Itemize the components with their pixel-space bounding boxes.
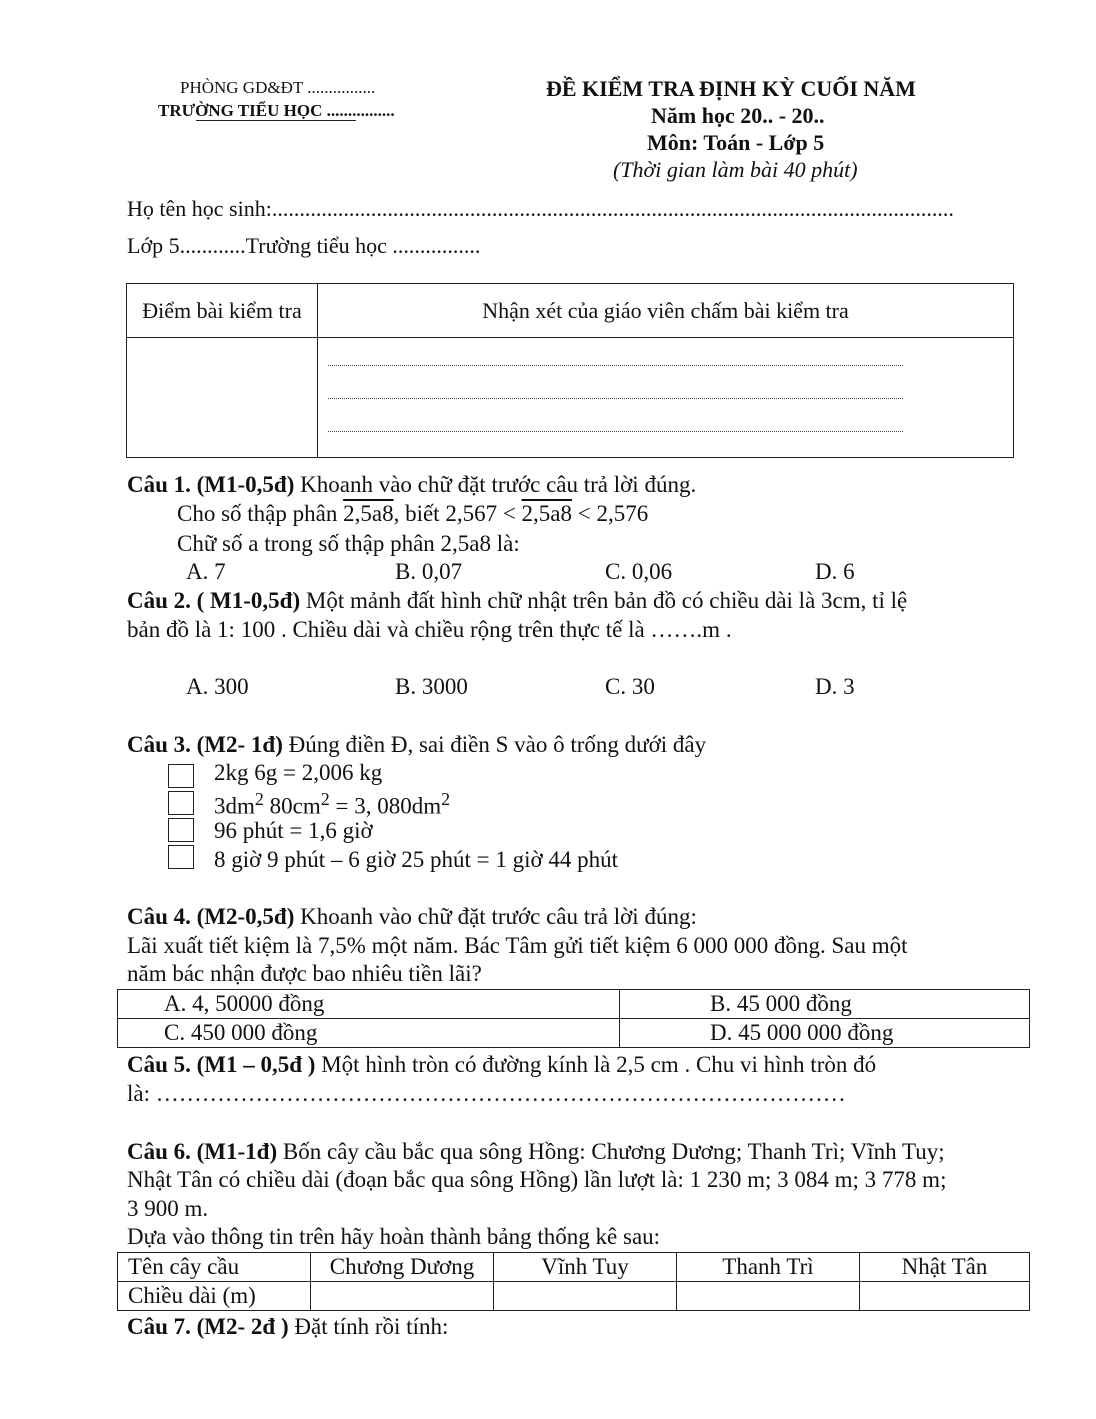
q3-item-2: [214, 789, 450, 820]
q3-item-1: 2kg 6g = 2,006 kg: [214, 760, 383, 785]
grade-header: Điểm bài kiểm tra: [127, 284, 318, 338]
comment-cell[interactable]: [318, 338, 1014, 458]
exam-year: Năm học 20.. - 20..: [651, 103, 825, 128]
q2-option-d[interactable]: D. 3: [815, 674, 855, 699]
q1-number-overlined: 2,5a8: [343, 501, 394, 526]
q3-answer-box-3[interactable]: [168, 818, 194, 842]
bridge-length-label: Chiều dài (m): [118, 1282, 311, 1311]
dept-label: PHÒNG GD&ĐT ................: [180, 78, 376, 97]
q6-line3: 3 900 m.: [127, 1196, 209, 1221]
q6-line4: Dựa vào thông tin trên hãy hoàn thành bảng thống kê sau:: [127, 1224, 661, 1249]
q3-text: Đúng điền Đ, sai điền S vào ô trống dưới đây: [282, 732, 707, 757]
q6-line2: Nhật Tân có chiều dài (đoạn bắc qua sông Hồng) lần lượt là: 1 230 m; 3 084 m; 3 778 m;: [127, 1167, 947, 1192]
q3-item-4: 8 giờ 9 phút – 6 giờ 25 phút = 1 giờ 44 phút: [214, 847, 619, 872]
q2-label: Câu 2. ( M1-0,5đ): [127, 588, 301, 613]
school-underline: [196, 120, 356, 121]
q1-label: Câu 1. (M1-0,5đ): [127, 472, 295, 497]
q4-line3: năm bác nhận được bao nhiêu tiền lãi?: [127, 961, 482, 986]
q1-line1c: < 2,576: [572, 501, 649, 526]
q4-label: Câu 4. (M2-0,5đ): [127, 904, 295, 929]
q3-item-2-exp2: 2: [320, 789, 330, 809]
bridge-header-vinh-tuy: Vĩnh Tuy: [494, 1253, 677, 1282]
q5-label: Câu 5. (M1 – 0,5đ ): [127, 1052, 316, 1077]
q3-item-2-exp1: 2: [254, 789, 264, 809]
q1-number-overlined-2: 2,5a8: [521, 501, 573, 526]
q6-text: Bốn cây cầu bắc qua sông Hồng: Chương Dương; Thanh Trì; Vĩnh Tuy;: [277, 1139, 945, 1164]
q3-item-2e: = 3, 080dm: [329, 793, 442, 819]
q2-text: Một mảnh đất hình chữ nhật trên bản đồ có chiều dài là 3cm, tỉ lệ: [300, 588, 908, 613]
student-class-field[interactable]: Lớp 5............Trường tiểu học ................: [127, 233, 481, 258]
q7-label: Câu 7. (M2- 2đ ): [127, 1314, 289, 1339]
q3-item-2a: 3dm: [214, 793, 255, 819]
q1-option-c[interactable]: C. 0,06: [605, 559, 673, 584]
q3-heading: [127, 732, 706, 758]
q4-text: Khoanh vào chữ đặt trước câu trả lời đúng:: [294, 904, 697, 929]
q2-option-c[interactable]: C. 30: [605, 674, 655, 699]
q7-text: Đặt tính rồi tính:: [288, 1314, 449, 1339]
exam-subject: Môn: Toán - Lớp 5: [647, 130, 825, 155]
school-label: TRƯỜNG TIỂU HỌC ................: [158, 101, 395, 120]
comment-header: Nhận xét của giáo viên chấm bài kiểm tra: [318, 284, 1014, 338]
bridge-length-thanh-tri[interactable]: [677, 1282, 860, 1311]
q3-answer-box-2[interactable]: [168, 791, 194, 815]
q6-heading: [127, 1139, 945, 1165]
q4-option-a[interactable]: A. 4, 50000 đồng: [118, 990, 620, 1019]
q5-text: Một hình tròn có đường kính là 2,5 cm . Chu vi hình tròn đó: [315, 1052, 877, 1077]
q3-answer-box-1[interactable]: [168, 764, 194, 788]
q3-item-2c: 80cm: [263, 793, 321, 819]
q2-heading: [127, 588, 907, 614]
q6-label: Câu 6. (M1-1đ): [127, 1139, 278, 1164]
q4-option-c[interactable]: C. 450 000 đồng: [118, 1019, 620, 1048]
q2-line2: bản đồ là 1: 100 . Chiều dài và chiều rộng trên thực tế là …….m .: [127, 617, 732, 642]
exam-title: ĐỀ KIỂM TRA ĐỊNH KỲ CUỐI NĂM: [546, 76, 916, 101]
q5-answer-line[interactable]: là: ………………………………………………………………………………: [127, 1081, 846, 1106]
q4-line2: Lãi xuất tiết kiệm là 7,5% một năm. Bác Tâm gửi tiết kiệm 6 000 000 đồng. Sau một: [127, 933, 908, 958]
q1-line1: [177, 501, 648, 527]
q4-heading: [127, 904, 697, 930]
q1-option-b[interactable]: B. 0,07: [395, 559, 463, 584]
bridge-length-vinh-tuy[interactable]: [494, 1282, 677, 1311]
q4-option-b[interactable]: B. 45 000 đồng: [620, 990, 1030, 1019]
q1-heading: [127, 472, 696, 498]
bridge-stats-table: [117, 1252, 1030, 1311]
exam-time: (Thời gian làm bài 40 phút): [613, 157, 858, 182]
bridge-header-nhat-tan: Nhật Tân: [860, 1253, 1030, 1282]
q1-text: Khoanh vào chữ đặt trước câu trả lời đúng.: [294, 472, 697, 497]
q2-option-a[interactable]: A. 300: [186, 674, 249, 699]
q3-label: Câu 3. (M2- 1đ): [127, 732, 283, 757]
bridge-length-chuong-duong[interactable]: [311, 1282, 494, 1311]
q1-option-a[interactable]: A. 7: [186, 559, 226, 584]
bridge-header-chuong-duong: Chương Dương: [311, 1253, 494, 1282]
bridge-length-nhat-tan[interactable]: [860, 1282, 1030, 1311]
q5-heading: [127, 1052, 876, 1078]
grade-table: [126, 283, 1014, 458]
student-name-field[interactable]: Họ tên học sinh:............................................................................................................................: [127, 196, 954, 221]
q1-option-d[interactable]: D. 6: [815, 559, 855, 584]
grade-cell[interactable]: [127, 338, 318, 458]
q1-line2: Chữ số a trong số thập phân 2,5a8 là:: [177, 531, 520, 556]
bridge-header-name: Tên cây cầu: [118, 1253, 311, 1282]
q3-item-3: 96 phút = 1,6 giờ: [214, 818, 373, 843]
q1-line1a: Cho số thập phân: [177, 501, 344, 526]
q3-item-2-exp3: 2: [441, 789, 451, 809]
q4-option-d[interactable]: D. 45 000 000 đồng: [620, 1019, 1030, 1048]
q7-heading: [127, 1314, 448, 1340]
q1-line1b: , biết 2,567 <: [393, 501, 522, 526]
q3-answer-box-4[interactable]: [168, 845, 194, 869]
q2-option-b[interactable]: B. 3000: [395, 674, 468, 699]
q4-options-table: [117, 989, 1030, 1048]
bridge-header-thanh-tri: Thanh Trì: [677, 1253, 860, 1282]
